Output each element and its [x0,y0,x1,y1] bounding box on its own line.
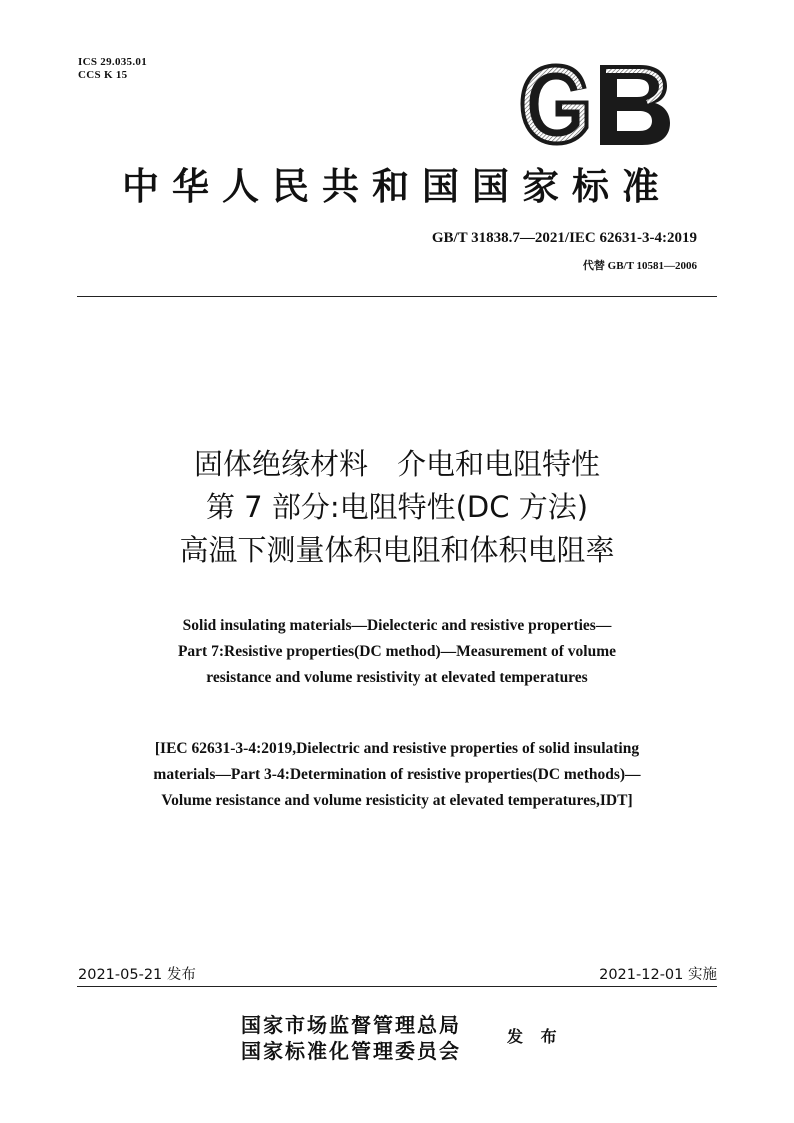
title-english [60,613,734,691]
ics-code: ICS 29.035.01 [78,56,147,68]
title-chinese [60,443,734,572]
title-cn-line: 高温下测量体积电阻和体积电阻率 [179,533,615,567]
gb-logo [516,58,674,151]
title-en-line: Solid insulating materials—Dielecteric and resistive properties— [182,617,612,634]
publish-label: 发 布 [507,1027,563,1046]
issuer-name: 国家市场监督管理总局 [241,1013,461,1037]
title-en-line: Part 7:Resistive properties(DC method)—Measurement of volume [177,643,617,660]
iec-reference-line: [IEC 62631-3-4:2019,Dielectric and resistive properties of solid insulating [154,740,640,757]
ccs-code: CCS K 15 [78,69,128,81]
bottom-divider [77,986,717,987]
implementation-date: 2021-12-01 实施 [599,967,717,983]
logo-text: GB [595,150,597,151]
top-divider [77,296,717,297]
issue-date: 2021-05-21 发布 [78,967,196,983]
iec-reference-line: Volume resistance and volume resisticity at elevated temperatures,IDT] [161,792,633,809]
issuer-name: 国家标准化管理委员会 [241,1039,461,1063]
iec-reference-line: materials—Part 3-4:Determination of resistive properties(DC methods)— [153,766,641,783]
classification-codes [78,56,147,82]
standard-number: GB/T 31838.7—2021/IEC 62631-3-4:2019 [431,230,697,246]
title-cn-line: 第 7 部分:电阻特性(DC 方法) [205,490,589,524]
org-title: 中华人民共和国国家标准 [122,164,672,208]
iec-reference [60,736,734,814]
title-cn-line: 固体绝缘材料 介电和电阻特性 [193,447,600,481]
replaces-note: 代替 GB/T 10581—2006 [582,260,697,272]
issuing-authorities [241,1012,461,1064]
title-en-line: resistance and volume resistivity at elevated temperatures [206,669,588,686]
